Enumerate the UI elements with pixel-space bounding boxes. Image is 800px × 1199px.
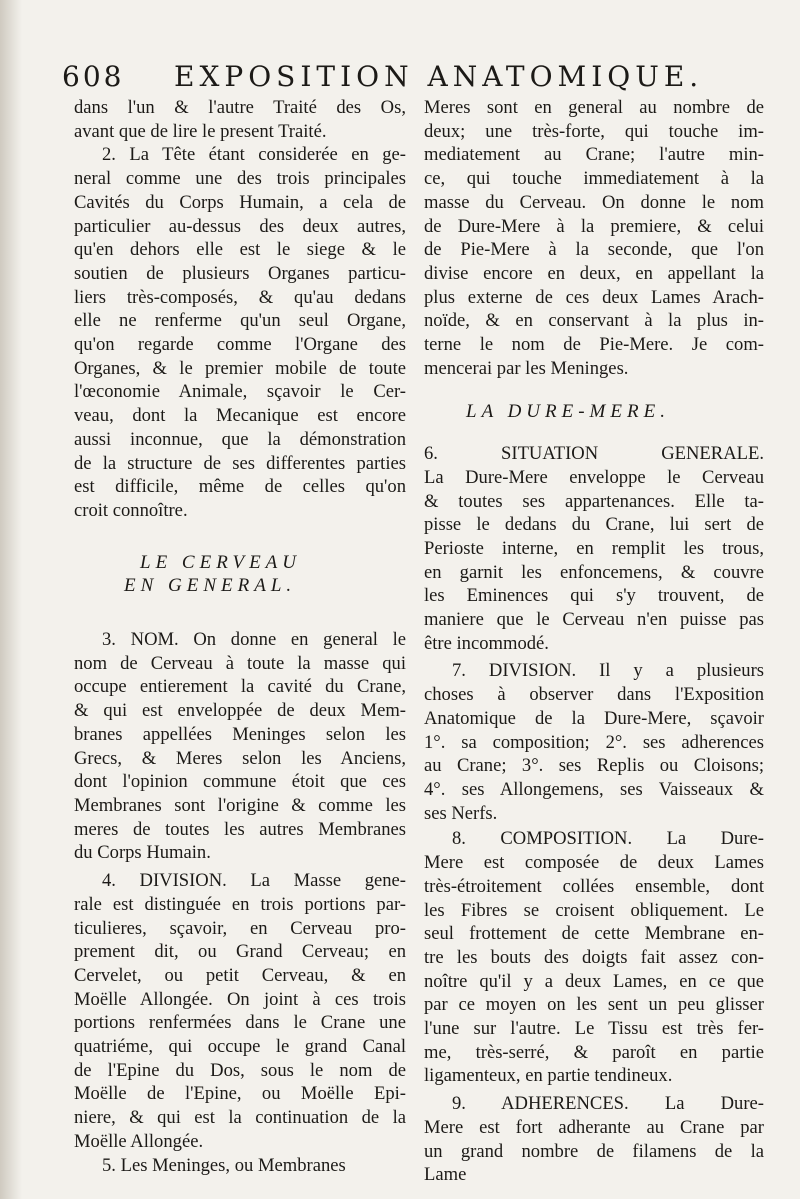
running-header [62,60,762,100]
text-line: très-étroitement collées ensemble, dont [424,875,764,897]
text-line: être incommodé. [424,632,549,654]
section-heading: LE CERVEAU [140,551,302,573]
text-line: par ce moyen on les sent un peu glisser [424,994,764,1016]
text-line: Moëlle de l'Epine, ou Moëlle Epi- [74,1083,406,1105]
text-line: niere, & qui est la continuation de la [74,1107,406,1129]
text-line: Grecs, & Meres selon les Anciens, [74,747,406,769]
text-line: du Corps Humain. [74,842,211,864]
text-line: prement dit, ou Grand Cerveau; en [74,941,406,963]
text-line: 1°. sa composition; 2°. ses adherences [424,731,764,753]
text-line: pisse le dedans du Crane, lui sert de [424,514,764,536]
text-line: 4°. ses Allongemens, ses Vaisseaux & [424,778,764,800]
text-line: de Dure-Mere à la premiere, & celui [424,215,764,237]
text-line: ticulieres, sçavoir, en Cerveau pro- [74,917,406,939]
page-number: 608 [62,60,125,93]
text-line: un grand nombre de filamens de la [424,1140,764,1162]
text-line: en garnit les enfoncemens, & couvre [424,561,764,583]
text-line: ses Nerfs. [424,802,498,824]
text-line: dont l'opinion commune étoit que ces [74,771,406,793]
text-line: 3. NOM. On donne en general le [102,629,406,651]
text-line: seul frottement de cette Membrane en- [424,923,764,945]
text-line: portions renfermées dans le Crane une [74,1012,406,1034]
text-line: de Pie-Mere à la seconde, que l'on [424,239,764,261]
text-line: 7. DIVISION. Il y a plusieurs [452,660,764,682]
text-line: noître qu'il y a deux Lames, en ce que [424,970,764,992]
text-line: 4. DIVISION. La Masse gene- [102,870,406,892]
left-column [74,96,406,1177]
text-line: deux; une très-forte, qui touche im- [424,120,764,142]
text-line: l'une sur l'autre. Le Tissu est très fer- [424,1018,764,1040]
text-line: mediatement au Crane; l'autre min- [424,144,764,166]
text-line: 5. Les Meninges, ou Membranes [102,1154,346,1176]
text-line: Mere est composée de deux Lames [424,852,764,874]
text-line: meres de toutes les autres Membranes [74,818,406,840]
text-line: dans l'un & l'autre Traité des Os, [74,97,406,118]
text-line: soutien de plusieurs Organes particu- [74,262,406,284]
text-line: 8. COMPOSITION. La Dure- [452,828,764,850]
text-line: mencerai par les Meninges. [424,357,629,379]
text-line: 6. SITUATION GENERALE. [424,443,764,465]
text-line: quatriéme, qui occupe le grand Canal [74,1036,406,1058]
running-title: EXPOSITION ANATOMIQUE. [174,60,704,93]
text-line: Meres sont en general au nombre de [424,97,764,118]
text-line: maniere que le Cerveau n'en puisse pas [424,609,764,631]
text-line: Moëlle Allongée. On joint à ces trois [74,988,406,1010]
text-line: de la structure de ses differentes parties [74,452,406,474]
text-line: avant que de lire le present Traité. [74,120,327,142]
text-line: me, très-serré, & paroît en partie [424,1041,764,1063]
text-line: croit connoître. [74,499,188,521]
text-line: qu'on regarde comme l'Organe des [74,334,406,356]
text-line: veau, dont la Mecanique est encore [74,405,406,427]
text-line: terne le nom de Pie-Mere. Je com- [424,334,764,356]
text-line: les Fibres se croisent obliquement. Le [424,899,764,921]
text-line: 2. La Tête étant considerée en ge- [102,144,406,166]
text-line: Cavités du Corps Humain, a cela de [74,191,406,213]
text-line: ce, qui touche immediatement à la [424,168,764,190]
text-line: liers très-composés, & qu'au dedans [74,286,406,308]
text-line: est difficile, même de celles qu'on [74,476,406,498]
text-line: Organes, & le premier mobile de toute [74,357,406,379]
text-line: La Dure-Mere enveloppe le Cerveau [424,466,764,488]
catchword: Lame [424,1164,467,1186]
text-line: Anatomique de la Dure-Mere, sçavoir [424,707,764,729]
text-line: Mere est fort adherante au Crane par [424,1116,764,1138]
text-line: de l'Epine du Dos, sous le nom de [74,1059,406,1081]
text-line: divise encore en deux, en appellant la [424,262,764,284]
right-column [424,96,764,1187]
text-line: l'œconomie Animale, sçavoir le Cer- [74,381,406,403]
text-line: plus externe de ces deux Lames Arach- [424,286,764,308]
text-line: aussi inconnue, que la démonstration [74,428,406,450]
text-line: noïde, & en conservant à la plus in- [424,310,764,332]
text-line: ligamenteux, en partie tendineux. [424,1065,673,1087]
text-line: 9. ADHERENCES. La Dure- [452,1093,764,1115]
text-line: Moëlle Allongée. [74,1130,204,1152]
text-line: rale est distinguée en trois portions par- [74,893,406,915]
section-heading: LA DURE-MERE. [466,401,670,423]
text-line: occupe entierement la cavité du Crane, [74,676,406,698]
text-line: nom de Cerveau à toute la masse qui [74,652,406,674]
text-line: neral comme une des trois principales [74,168,406,190]
text-line: choses à observer dans l'Exposition [424,684,764,706]
text-line: & qui est enveloppée de deux Mem- [74,700,406,722]
text-line: qu'en dehors elle est le siege & le [74,239,406,261]
text-line: branes appellées Meninges selon les [74,723,406,745]
text-line: au Crane; 3°. ses Replis ou Cloisons; [424,755,764,777]
text-line: Perioste interne, en remplit les trous, [424,537,764,559]
text-line: Cervelet, ou petit Cerveau, & en [74,964,406,986]
text-line: Membranes sont l'origine & comme les [74,794,406,816]
section-heading: EN GENERAL. [124,575,297,597]
text-line: les Eminences qui s'y trouvent, de [424,585,764,607]
text-line: elle ne renferme qu'un seul Organe, [74,310,406,332]
text-line: & toutes ses appartenances. Elle ta- [424,490,764,512]
text-line: particulier au-dessus des deux autres, [74,215,406,237]
text-line: tre les bouts des doigts fait assez con- [424,946,764,968]
text-line: masse du Cerveau. On donne le nom [424,191,764,213]
